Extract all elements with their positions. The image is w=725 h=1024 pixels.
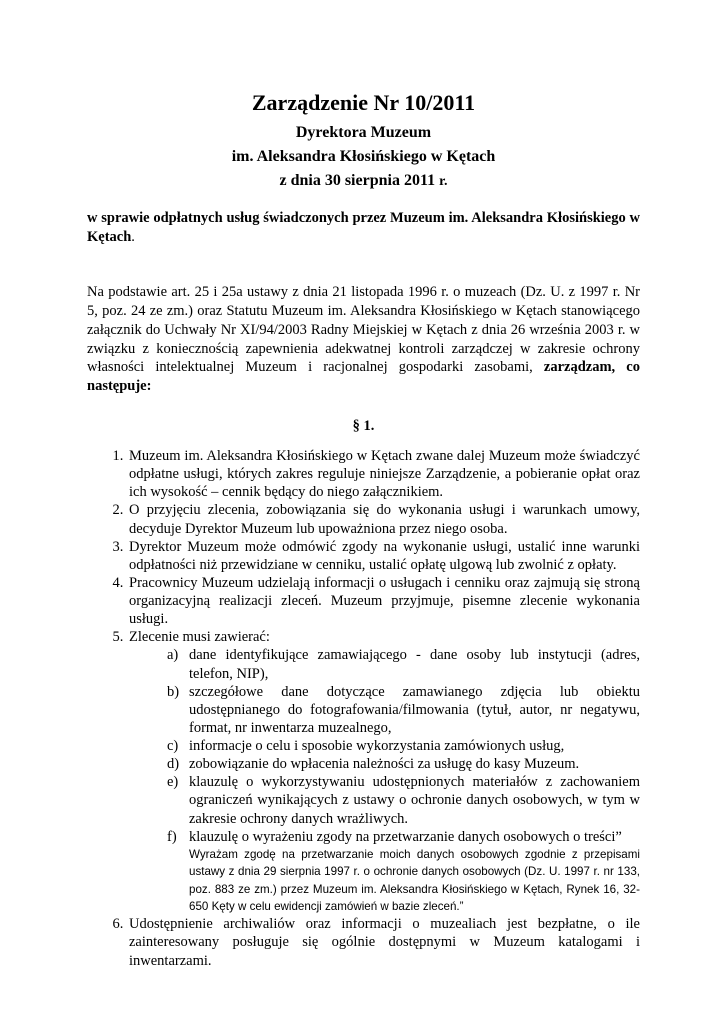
subject-tail: . (131, 229, 135, 246)
sub-list-marker: a) (167, 647, 179, 664)
document-date (87, 169, 640, 193)
list-item-text: Zlecenie musi zawierać: (129, 629, 270, 646)
list-item: 3. Dyrektor Muzeum może odmówić zgody na wykonanie usługi, ustalić inne warunki odpłatności niż przewidziane w cenniku, ustalić opłatę ulgową lub zwolnić z opłaty. (127, 538, 640, 574)
sub-list-item (167, 646, 640, 682)
date-text: z dnia 30 sierpnia 2011 (279, 172, 440, 190)
sub-list-item (167, 683, 640, 737)
list-item (127, 628, 640, 915)
sub-list-text: informacje o celu i sposobie wykorzystania zamówionych usług, (189, 738, 565, 755)
sub-list-text: dane identyfikujące zamawiającego - dane osoby lub instytucji (adres, telefon, NIP), (189, 647, 640, 682)
document-subject (87, 209, 640, 247)
list-item: 6. Udostępnienie archiwaliów oraz informacji o muzealiach jest bezpłatne, o ile zainteresowany posługuje się ogólnie dostępnymi w Muzeum katalogami i inwentarzami. (127, 915, 640, 969)
issuer-line: Dyrektora Muzeum (295, 124, 432, 142)
date-suffix: r. (439, 174, 448, 190)
section-heading: § 1. (352, 418, 375, 435)
museum-name: im. Aleksandra Kłosińskiego w Kętach (231, 148, 496, 166)
legal-basis-text: Na podstawie art. 25 i 25a ustawy z dnia 21 listopada 1996 r. o muzeach (Dz. U. z 1997 r. Nr 5, poz. 24 ze zm.) oraz Statutu Muzeum im. Aleksandra Kłosińskiego w Kętach stanowiącego załącznik do Uchwały Nr XI/94/2003 Radny Miejskiej w Kętach z dnia 26 września 2003 r. w związku z koniecznością zapewnienia adekwatnej kontroli zarządczej w zakresie ochrony własności intelektualnej Muzeum i racjonalnej gospodarki zasobami, (87, 283, 640, 376)
consent-clause: Wyrażam zgodę na przetwarzanie moich danych osobowych zgodnie z przepisami ustawy z dnia 29 sierpnia 1997 r. o ochronie danych osobowych (Dz. U. 1997 r. nr 133, poz. 883 ze zm.) przez Muzeum im. Aleksandra Kłosińskiego w Kętach, Rynek 16, 32-650 Kęty w celu ewidencji zamówień w bazie zleceń.” (189, 847, 640, 913)
list-item: 2. O przyjęciu zlecenia, zobowiązania się do wykonania usługi i warunkach umowy, decyduje Dyrektor Muzeum lub upoważniona przez niego osoba. (127, 501, 640, 537)
provisions-list (87, 447, 640, 970)
sub-list-item (167, 773, 640, 827)
sub-list-text: zobowiązanie do wpłacenia należności za usługę do kasy Muzeum. (189, 756, 580, 773)
sub-list-text: klauzulę o wykorzystywaniu udostępnionych materiałów z zachowaniem ograniczeń wynikających z ustawy o ochronie danych osobowych, w tym w zakresie ochrony danych wrażliwych. (189, 774, 640, 827)
sub-list-item (167, 828, 640, 916)
sub-list-item (167, 755, 640, 773)
legal-basis-decree: zarządzam, co następuje: (87, 359, 640, 395)
sub-list-text: szczegółowe dane dotyczące zamawianego zdjęcia lub obiektu udostępnianego do fotografowania/filmowania (tytuł, autor, nr negatywu, format, nr inwentarza muzealnego, (189, 683, 640, 736)
subject-text: w sprawie odpłatnych usług świadczonych przez Muzeum im. Aleksandra Kłosińskiego w Kętach (87, 210, 640, 246)
list-item: 1. Muzeum im. Aleksandra Kłosińskiego w Kętach zwane dalej Muzeum może świadczyć odpłatne usługi, których zakres reguluje niniejsze Zarządzenie, a pobieranie opłat oraz ich wysokość – cennik będący do niego załącznikiem. (127, 447, 640, 501)
document-title: Zarządzenie Nr 10/2011 (251, 90, 476, 115)
sub-list-text: klauzulę o wyrażeniu zgody na przetwarzanie danych osobowych o treści” (189, 828, 622, 845)
sub-list-marker: c) (167, 738, 179, 755)
legal-basis (87, 283, 640, 396)
list-item: 4. Pracownicy Muzeum udzielają informacji o usługach i cenniku oraz zajmują się stroną organizacyjną realizacji zleceń. Muzeum przyjmuje, pisemne zlecenie wykonania usługi. (127, 574, 640, 628)
sub-list-marker: f) (167, 828, 177, 845)
sub-list-marker: e) (167, 774, 179, 791)
sub-list-marker: b) (167, 683, 180, 700)
sub-list-marker: d) (167, 756, 180, 773)
sub-list-item (167, 737, 640, 755)
order-requirements-list (129, 646, 640, 915)
